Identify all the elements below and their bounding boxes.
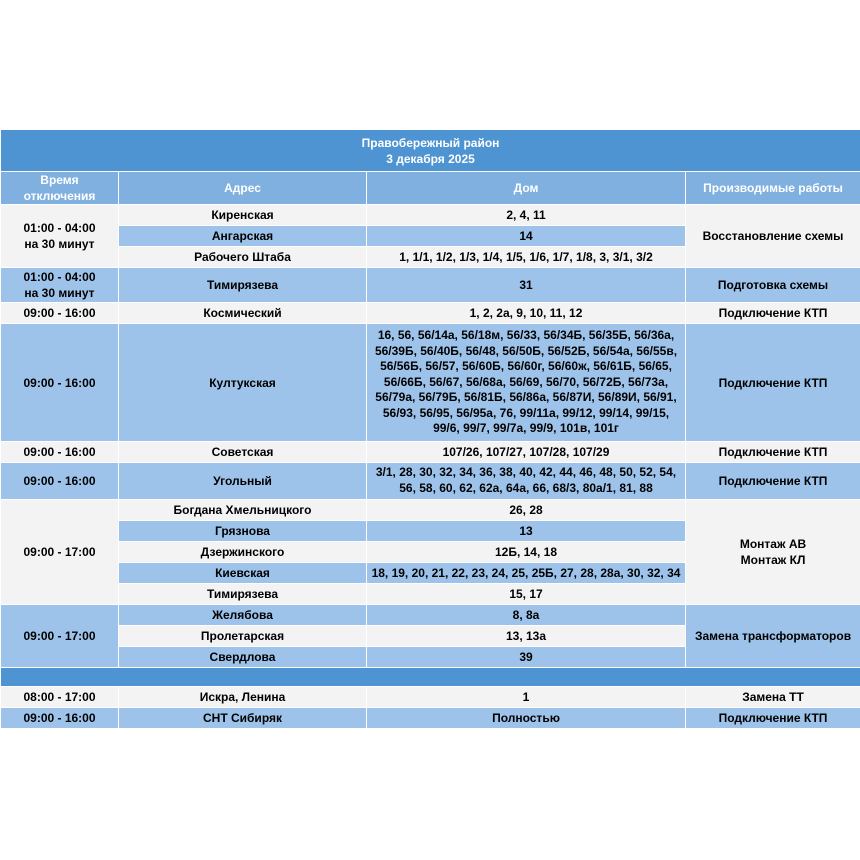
address-cell: Искра, Ленина [119, 687, 367, 708]
houses-cell: Полностью [367, 708, 686, 729]
time-cell [1, 268, 119, 303]
table-row [1, 605, 860, 626]
houses-cell: 2, 4, 11 [367, 205, 686, 226]
time-cell: 08:00 - 17:00 [1, 687, 119, 708]
separator-row [1, 668, 860, 687]
outage-schedule-table [0, 129, 860, 729]
outage-table-container [0, 129, 860, 729]
table-row [1, 500, 860, 521]
work-cell: Подключение КТП [686, 324, 860, 442]
time-cell: 09:00 - 16:00 [1, 708, 119, 729]
houses-cell: 8, 8а [367, 605, 686, 626]
address-cell: Советская [119, 442, 367, 463]
work-cell: Замена ТТ [686, 687, 860, 708]
address-cell: Култукская [119, 324, 367, 442]
work-cell: Восстановление схемы [686, 205, 860, 268]
houses-cell: 1 [367, 687, 686, 708]
address-cell: Желябова [119, 605, 367, 626]
time-cell: 09:00 - 17:00 [1, 500, 119, 605]
table-row [1, 463, 860, 500]
time-text: 01:00 - 04:00 [23, 270, 96, 284]
work-cell: Замена трансформаторов [686, 605, 860, 668]
work-cell: Подключение КТП [686, 303, 860, 324]
address-cell: Рабочего Штаба [119, 247, 367, 268]
work-cell: Подготовка схемы [686, 268, 860, 303]
houses-cell: 31 [367, 268, 686, 303]
time-note: на 30 минут [24, 237, 95, 251]
houses-cell: 18, 19, 20, 21, 22, 23, 24, 25, 25Б, 27, 28, 28а, 30, 32, 34 [367, 563, 686, 584]
time-cell: 09:00 - 16:00 [1, 303, 119, 324]
work-cell: Подключение КТП [686, 463, 860, 500]
time-cell: 09:00 - 17:00 [1, 605, 119, 668]
schedule-date: 3 декабря 2025 [386, 151, 475, 166]
table-title [1, 130, 860, 172]
work-cell: Подключение КТП [686, 442, 860, 463]
address-cell: Киевская [119, 563, 367, 584]
houses-cell: 39 [367, 647, 686, 668]
work-cell: Подключение КТП [686, 708, 860, 729]
address-cell: Свердлова [119, 647, 367, 668]
time-cell: 09:00 - 16:00 [1, 463, 119, 500]
time-cell [1, 205, 119, 268]
address-cell: Дзержинского [119, 542, 367, 563]
table-row [1, 708, 860, 729]
header-address: Адрес [119, 172, 367, 205]
table-row [1, 303, 860, 324]
address-cell: Тимирязева [119, 268, 367, 303]
houses-cell: 13 [367, 521, 686, 542]
address-cell: Космический [119, 303, 367, 324]
houses-cell: 16, 56, 56/14а, 56/18м, 56/33, 56/34Б, 56/35Б, 56/36а, 56/39Б, 56/40Б, 56/48, 56/50Б, 56/52Б, 56/54а, 56/55в, 56/56Б, 56/57, 56/60Б, 56/60г, 56/60ж, 56/61Б, 56/65, 56/66Б, 56/67, 56/68а, 56/69, 56/70, 56/72Б, 56/73а, 56/79а, 56/79Б, 56/81Б, 56/86а, 56/87И, 56/89И, 56/91, 56/93, 56/95, 56/95а, 76, 99/11а, 99/12, 99/14, 99/15, 99/6, 99/7, 99/7а, 99/9, 101в, 101г [367, 324, 686, 442]
address-cell: Ангарская [119, 226, 367, 247]
section-divider [1, 668, 860, 687]
address-cell: Грязнова [119, 521, 367, 542]
work-cell [686, 500, 860, 605]
houses-cell: 12Б, 14, 18 [367, 542, 686, 563]
work-text: Монтаж КЛ [740, 553, 806, 567]
table-row [1, 268, 860, 303]
address-cell: Пролетарская [119, 626, 367, 647]
time-cell: 09:00 - 16:00 [1, 442, 119, 463]
houses-cell: 1, 1/1, 1/2, 1/3, 1/4, 1/5, 1/6, 1/7, 1/8, 3, 3/1, 3/2 [367, 247, 686, 268]
houses-cell: 14 [367, 226, 686, 247]
address-cell: Киренская [119, 205, 367, 226]
houses-cell: 13, 13а [367, 626, 686, 647]
table-row [1, 687, 860, 708]
header-work: Производимые работы [686, 172, 860, 205]
table-row [1, 324, 860, 442]
district-name: Правобережный район [361, 135, 500, 150]
houses-cell: 26, 28 [367, 500, 686, 521]
header-row [1, 172, 860, 205]
address-cell: Тимирязева [119, 584, 367, 605]
houses-cell: 1, 2, 2а, 9, 10, 11, 12 [367, 303, 686, 324]
time-note: на 30 минут [24, 286, 95, 300]
title-row [1, 130, 860, 172]
houses-cell: 15, 17 [367, 584, 686, 605]
header-houses: Дом [367, 172, 686, 205]
houses-cell: 3/1, 28, 30, 32, 34, 36, 38, 40, 42, 44, 46, 48, 50, 52, 54, 56, 58, 60, 62, 62а, 64а, 66, 68/3, 80а/1, 81, 88 [367, 463, 686, 500]
address-cell: СНТ Сибиряк [119, 708, 367, 729]
table-row [1, 205, 860, 226]
work-text: Монтаж АВ [739, 537, 807, 551]
houses-cell: 107/26, 107/27, 107/28, 107/29 [367, 442, 686, 463]
address-cell: Богдана Хмельницкого [119, 500, 367, 521]
table-row [1, 442, 860, 463]
header-time: Время отключения [1, 172, 119, 205]
time-text: 01:00 - 04:00 [23, 221, 96, 235]
time-cell: 09:00 - 16:00 [1, 324, 119, 442]
address-cell: Угольный [119, 463, 367, 500]
